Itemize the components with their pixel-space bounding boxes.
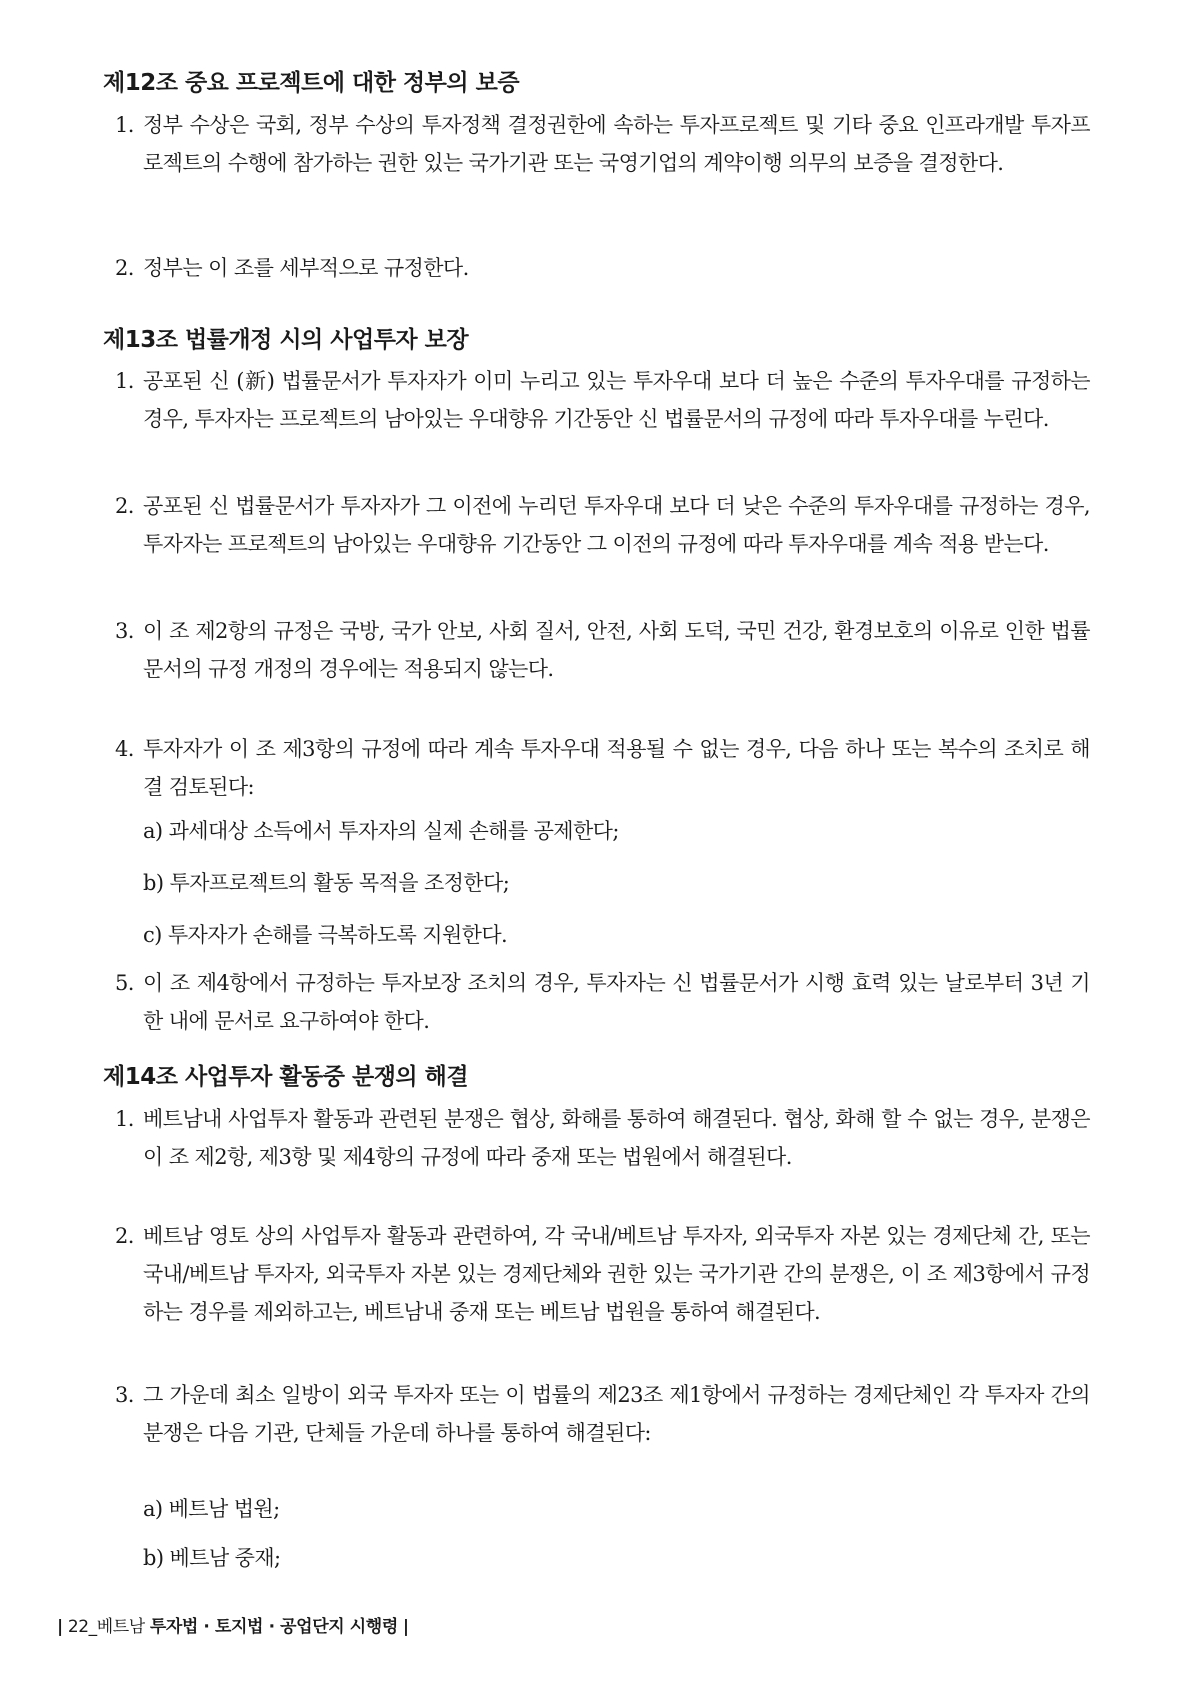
article-13-clause-5 [115,964,1090,1040]
clause-text: 정부 수상은 국회, 정부 수상의 투자정책 결정권한에 속하는 투자프로젝트 및 기타 중요 인프라개발 투자프로젝트의 수행에 참가하는 권한 있는 국가기관 또는 국영기업의 계약이행 의무의 보증을 결정한다. [143,113,1090,175]
footer-bar-right: | [402,1617,409,1637]
footer-page-number: 22_베트남 [67,1617,145,1637]
clause-text: 투자자가 이 조 제3항의 규정에 따라 계속 투자우대 적용될 수 없는 경우, 다음 하나 또는 복수의 조치로 해결 검토된다: [143,737,1090,799]
article-12-clause-2 [115,249,1090,287]
footer-bar-left: | [57,1617,63,1637]
clause-number: 1. [115,1107,134,1131]
page-footer [57,1612,409,1637]
clause-number: 4. [115,737,134,761]
article-14-heading: 제14조 사업투자 활동중 분쟁의 해결 [103,1064,469,1090]
clause-number: 1. [115,113,134,137]
clause-text: 이 조 제4항에서 규정하는 투자보장 조치의 경우, 투자자는 신 법률문서가 시행 효력 있는 날로부터 3년 기한 내에 문서로 요구하여야 한다. [143,971,1090,1033]
clause-number: 2. [115,494,134,518]
article-14-clause-1 [115,1100,1090,1176]
article-14-clause-3 [115,1376,1090,1452]
clause-text: 공포된 신 법률문서가 투자자가 그 이전에 누리던 투자우대 보다 더 낮은 수준의 투자우대를 규정하는 경우, 투자자는 프로젝트의 남아있는 우대향유 기간동안 그 이전의 규정에 따라 투자우대를 계속 적용 받는다. [143,494,1090,556]
clause-text: 베트남 영토 상의 사업투자 활동과 관련하여, 각 국내/베트남 투자자, 외국투자 자본 있는 경제단체 간, 또는 국내/베트남 투자자, 외국투자 자본 있는 경제단체와 권한 있는 국가기관 간의 분쟁은, 이 조 제3항에서 규정하는 경우를 제외하고는, 베트남내 중재 또는 베트남 법원을 통하여 해결된다. [143,1224,1090,1324]
clause-number: 3. [115,619,134,643]
clause-text: 정부는 이 조를 세부적으로 규정한다. [143,256,469,280]
article-13-heading: 제13조 법률개정 시의 사업투자 보장 [103,327,469,353]
clause-text: 베트남내 사업투자 활동과 관련된 분쟁은 협상, 화해를 통하여 해결된다. 협상, 화해 할 수 없는 경우, 분쟁은 이 조 제2항, 제3항 및 제4항의 규정에 따라 중재 또는 법원에서 해결된다. [143,1107,1090,1169]
clause-text: 공포된 신 (新) 법률문서가 투자자가 이미 누리고 있는 투자우대 보다 더 높은 수준의 투자우대를 규정하는 경우, 투자자는 프로젝트의 남아있는 우대향유 기간동안 신 법률문서의 규정에 따라 투자우대를 누린다. [143,369,1090,431]
clause-number: 1. [115,369,134,393]
clause-number: 5. [115,971,134,995]
article-14-subitem-b: b) 베트남 중재; [143,1546,281,1570]
article-13-clause-2 [115,487,1090,563]
clause-number: 3. [115,1383,134,1407]
clause-number: 2. [115,1224,134,1248]
article-13-subitem-c: c) 투자자가 손해를 극복하도록 지원한다. [143,923,508,947]
article-13-clause-4 [115,730,1090,806]
article-13-clause-3 [115,612,1090,688]
article-13-clause-1 [115,362,1090,438]
clause-number: 2. [115,256,134,280]
article-13-subitem-a: a) 과세대상 소득에서 투자자의 실제 손해를 공제한다; [143,819,619,843]
article-12-clause-1 [115,106,1090,182]
footer-title: 투자법 · 토지법 · 공업단지 시행령 [149,1617,398,1637]
article-14-clause-2 [115,1217,1090,1331]
clause-text: 그 가운데 최소 일방이 외국 투자자 또는 이 법률의 제23조 제1항에서 규정하는 경제단체인 각 투자자 간의 분쟁은 다음 기관, 단체들 가운데 하나를 통하여 해결된다: [143,1383,1090,1445]
article-14-subitem-a: a) 베트남 법원; [143,1497,280,1521]
clause-text: 이 조 제2항의 규정은 국방, 국가 안보, 사회 질서, 안전, 사회 도덕, 국민 건강, 환경보호의 이유로 인한 법률문서의 규정 개정의 경우에는 적용되지 않는다. [143,619,1090,681]
article-13-subitem-b: b) 투자프로젝트의 활동 목적을 조정한다; [143,871,510,895]
article-12-heading: 제12조 중요 프로젝트에 대한 정부의 보증 [103,70,520,96]
